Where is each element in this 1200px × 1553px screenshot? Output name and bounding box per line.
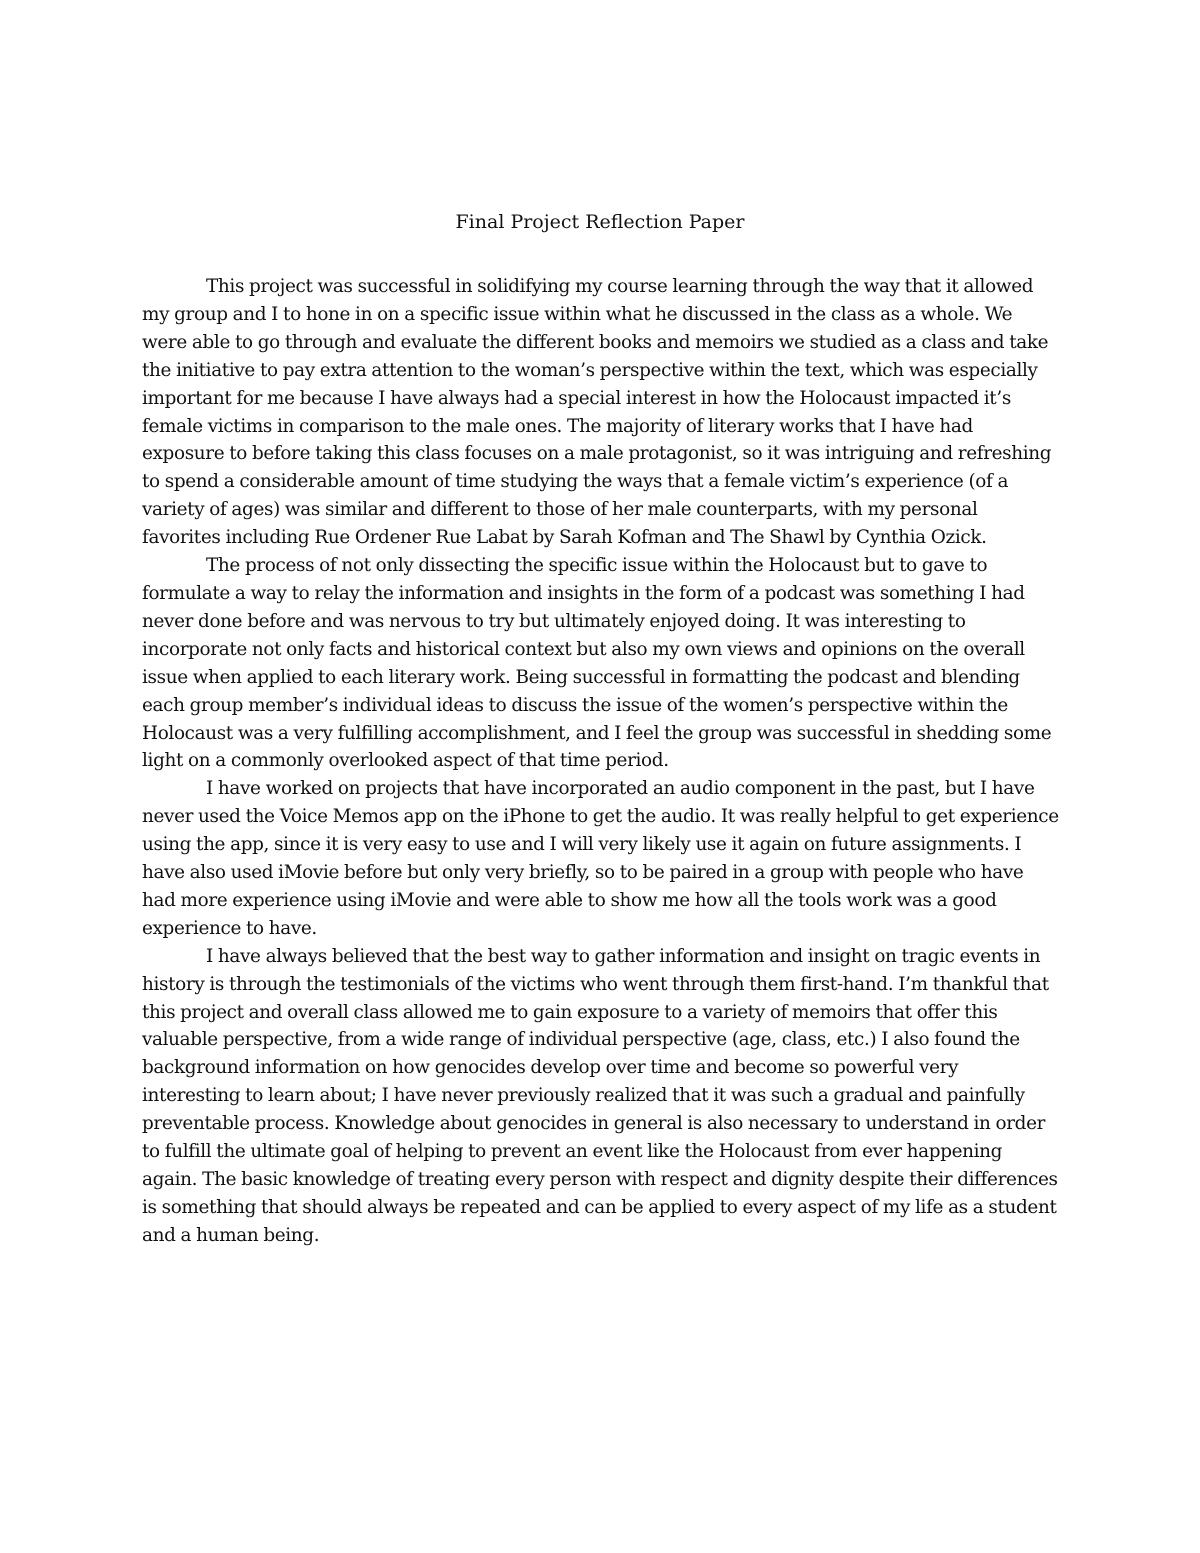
paragraph-2: The process of not only dissecting the specific issue within the Holocaust but to gave to formulate a way to relay the information and insights in the form of a podcast was something I had never done before and was nervous to try but ultimately enjoyed doing. It was interesting to incorporate not only facts and historical context but also my own views and opinions on the overall issue when applied to each literary work. Being successful in formatting the podcast and blending each group member’s individual ideas to discuss the issue of the women’s perspective within the Holocaust was a very fulfilling accomplishment, and I feel the group was successful in shedding some light on a commonly overlooked aspect of that time period.	[142, 555, 1052, 772]
document-body	[142, 273, 1060, 1250]
page-title: Final Project Reflection Paper	[455, 211, 745, 233]
paragraph-4: I have always believed that the best way to gather information and insight on tragic events in history is through the testimonials of the victims who went through them first-hand. I’m thankful that this project and overall class allowed me to gain exposure to a variety of memoirs that offer this valuable perspective, from a wide range of individual perspective (age, class, etc.) I also found the background information on how genocides develop over time and become so powerful very interesting to learn about; I have never previously realized that it was such a gradual and painfully preventable process. Knowledge about genocides in general is also necessary to understand in order to fulfill the ultimate goal of helping to prevent an event like the Holocaust from ever happening again. The basic knowledge of treating every person with respect and dignity despite their differences is something that should always be repeated and can be applied to every aspect of my life as a student and a human being.	[142, 945, 1058, 1246]
paragraph-1: This project was successful in solidifying my course learning through the way that it allowed my group and I to hone in on a specific issue within what he discussed in the class as a whole. We were able to go through and evaluate the different books and memoirs we studied as a class and take the initiative to pay extra attention to the woman’s perspective within the text, which was especially important for me because I have always had a special interest in how the Holocaust impacted it’s female victims in comparison to the male ones. The majority of literary works that I have had exposure to before taking this class focuses on a male protagonist, so it was intriguing and refreshing to spend a considerable amount of time studying the ways that a female victim’s experience (of a variety of ages) was similar and different to those of her male counterparts, with my personal favorites including Rue Ordener Rue Labat by Sarah Kofman and The Shawl by Cynthia Ozick.	[142, 276, 1052, 549]
paragraph-3: I have worked on projects that have incorporated an audio component in the past, but I have never used the Voice Memos app on the iPhone to get the audio. It was really helpful to get experience using the app, since it is very easy to use and I will very likely use it again on future assignments. I have also used iMovie before but only very briefly, so to be paired in a group with people who have had more experience using iMovie and were able to show me how all the tools work was a good experience to have.	[142, 778, 1059, 939]
